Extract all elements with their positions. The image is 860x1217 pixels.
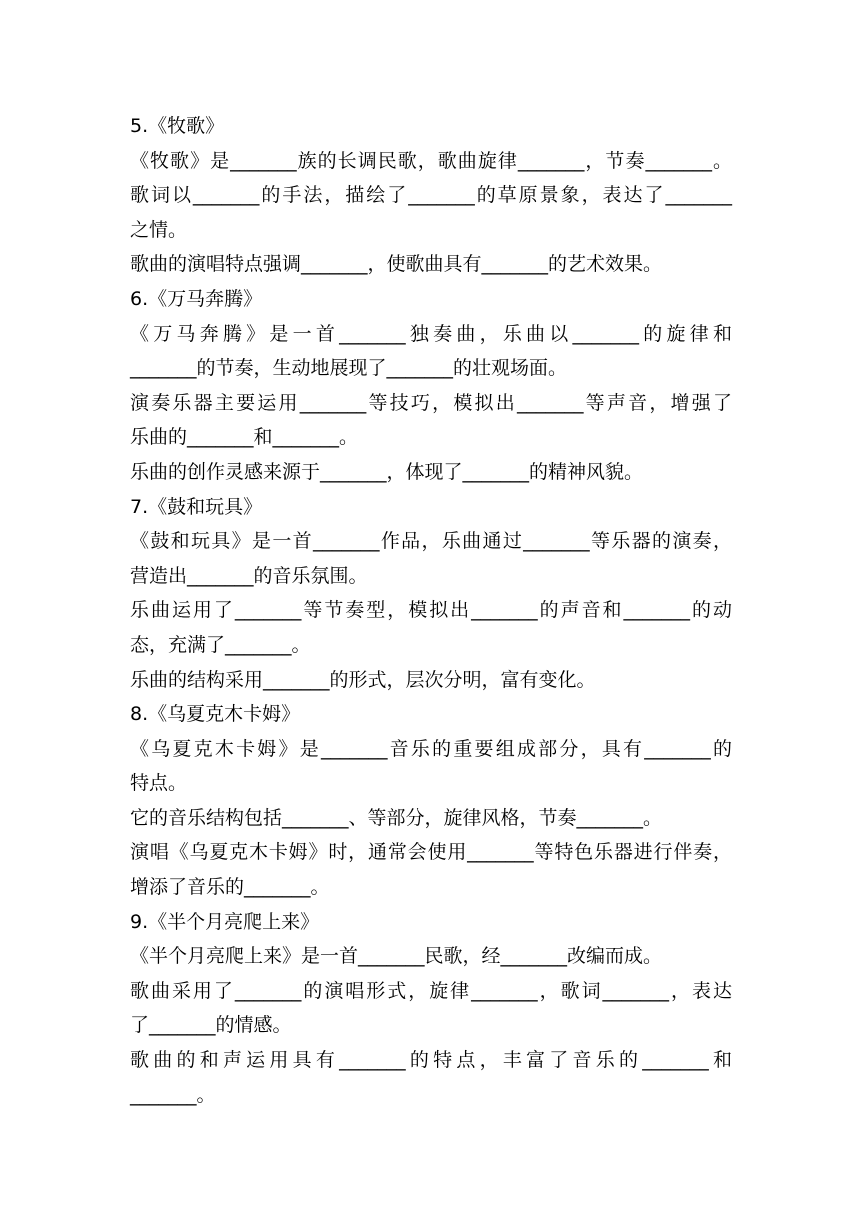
text-line: 乐曲运用了_______等节奏型，模拟出_______的声音和_______的动 — [130, 599, 732, 622]
text-line: 增添了音乐的_______。 — [130, 876, 330, 899]
text-line: 乐曲的_______和_______。 — [130, 426, 359, 449]
text-line: 了_______的情感。 — [130, 1014, 292, 1037]
text-line: 歌曲的和声运用具有_______的特点，丰富了音乐的_______和 — [130, 1049, 732, 1072]
text-line: 《乌夏克木卡姆》是_______音乐的重要组成部分，具有_______的 — [130, 737, 732, 760]
text-line: 《万马奔腾》是一首_______独奏曲，乐曲以_______的旋律和 — [130, 322, 732, 345]
document-body — [130, 109, 732, 1112]
section-heading: 8.《乌夏克木卡姆》 — [130, 703, 301, 726]
text-line: 《牧歌》是_______族的长调民歌，歌曲旋律_______，节奏_______。 — [130, 149, 732, 172]
text-line: 乐曲的创作灵感来源于_______，体现了_______的精神风貌。 — [130, 460, 644, 483]
text-line: 《鼓和玩具》是一首_______作品，乐曲通过_______等乐器的演奏， — [130, 530, 732, 553]
text-line: 之情。 — [130, 218, 188, 241]
section-heading: 9.《半个月亮爬上来》 — [130, 910, 320, 933]
text-line: 态，充满了_______。 — [130, 633, 311, 656]
section-heading: 5.《牧歌》 — [130, 115, 225, 137]
text-line: 它的音乐结构包括_______、等部分，旋律风格，节奏_______。 — [130, 806, 663, 829]
text-line: 《半个月亮爬上来》是一首_______民歌，经_______改编而成。 — [130, 945, 663, 968]
text-line: 歌词以_______的手法，描绘了_______的草原景象，表达了_______ — [130, 184, 732, 207]
text-line: 特点。 — [130, 772, 188, 795]
text-line: 演奏乐器主要运用_______等技巧，模拟出_______等声音，增强了 — [130, 391, 732, 414]
text-line: 歌曲采用了_______的演唱形式，旋律_______，歌词_______，表达 — [130, 979, 732, 1002]
section-heading: 6.《万马奔腾》 — [130, 287, 263, 310]
section-heading: 7.《鼓和玩具》 — [130, 495, 263, 518]
text-line: _______。 — [130, 1083, 216, 1106]
text-line: 乐曲的结构采用_______的形式，层次分明，富有变化。 — [130, 668, 596, 691]
text-line: 歌曲的演唱特点强调_______，使歌曲具有_______的艺术效果。 — [130, 253, 663, 276]
text-line: _______的节奏，生动地展现了_______的壮观场面。 — [130, 357, 568, 380]
text-line: 演唱《乌夏克木卡姆》时，通常会使用_______等特色乐器进行伴奏， — [130, 841, 732, 864]
text-line: 营造出_______的音乐氛围。 — [130, 564, 368, 587]
